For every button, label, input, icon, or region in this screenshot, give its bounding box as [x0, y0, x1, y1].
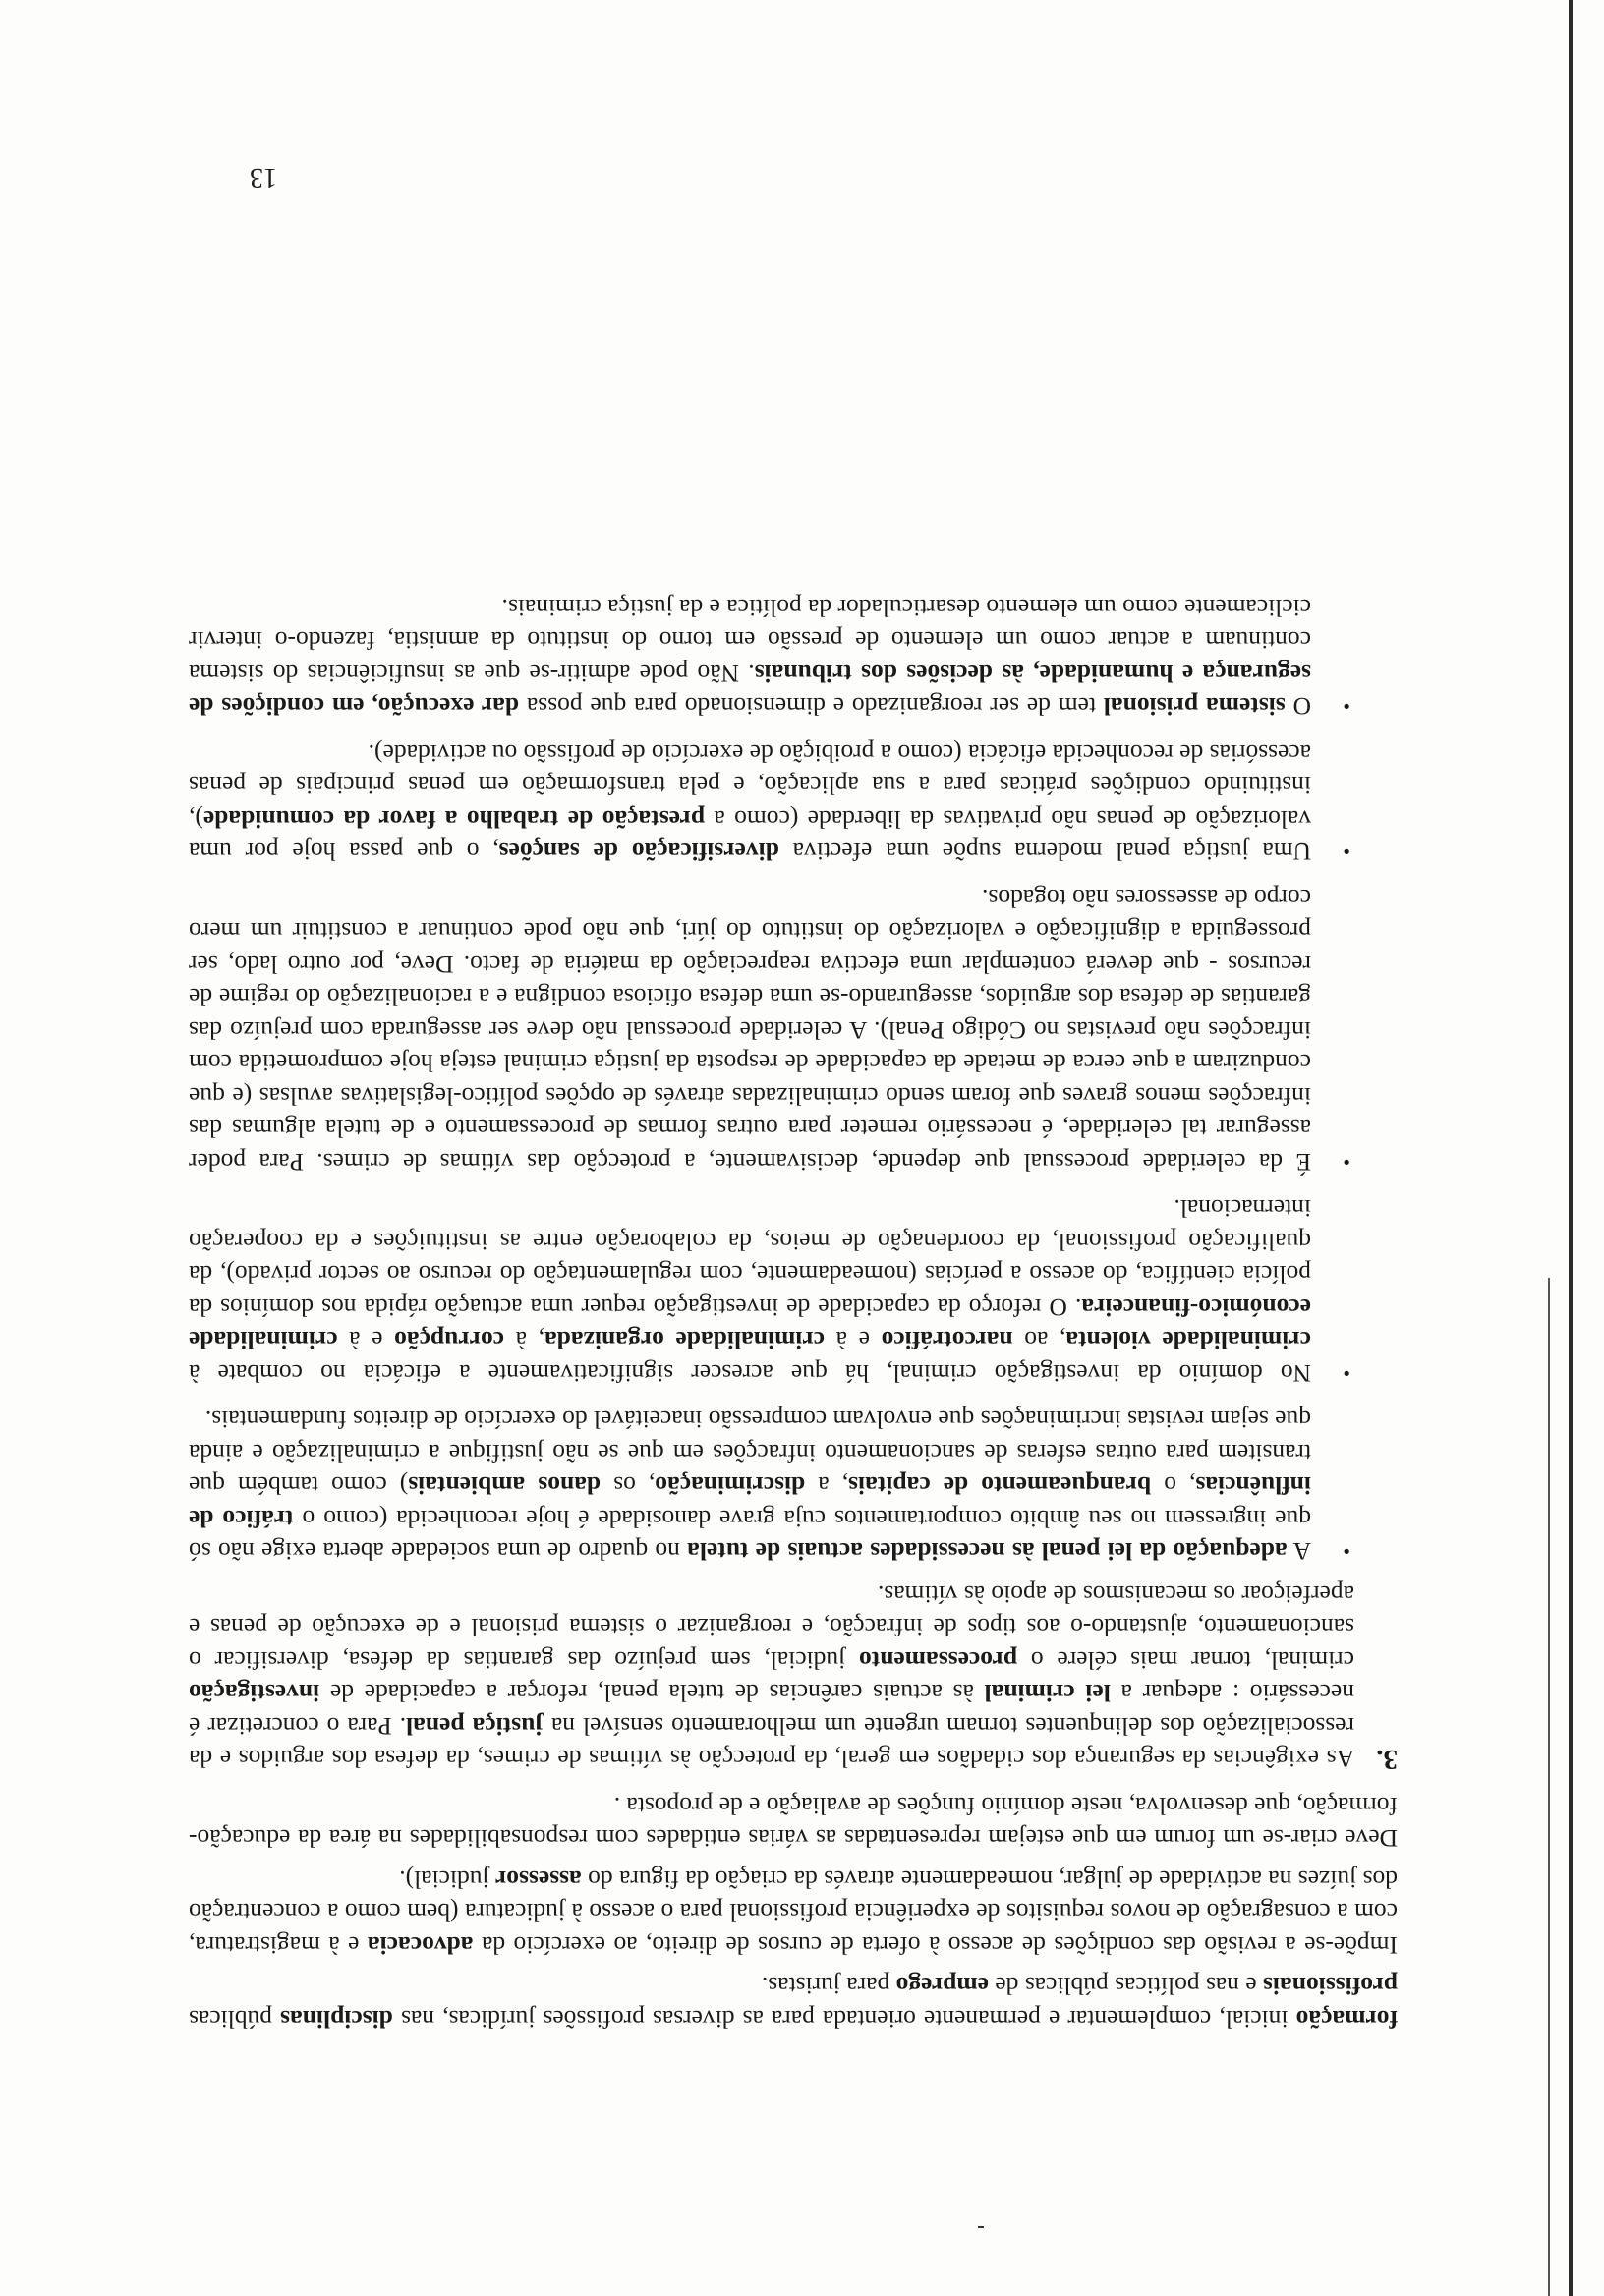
- bold-term: justiça penal: [406, 1712, 544, 1741]
- page-number: 13: [250, 162, 277, 193]
- intro-paragraph: Deve criar-se um forum em que estejam representadas as várias entidades com responsabilidades na área da educação-formação, que desenvolva, neste domínio funções de avaliação e de proposta .: [189, 1792, 1398, 1854]
- bullet-text: É da celeridade processual que depende, decisivamente, a protecção das vítimas de crimes. Para poder assegurar tal celeridade, é necessário remeter para outras formas de processamento e de tutela algumas das infracções menos graves que foram sendo criminalizadas através de opções político-legislativas avulsas (e que conduziram a que cerca de metade da capacidade de resposta da justiça criminal esteja hoje comprometida com infracções não previstas no Código Penal). A celeridade processual não deve ser assegurada com prejuízo das garantias de defesa dos arguidos, assegurando-se uma defesa oficiosa condigna e a racionalização do regime de recursos - que deverá contemplar uma efectiva reapreciação da matéria de facto. Deve, por outro lado, ser prosseguida a dignificação e valorização do instituto do júri, que não pode continuar a constituir um mero corpo de assessores não togados.: [189, 885, 1311, 1177]
- bullet-text: O sistema prisional tem de ser reorganizado e dimensionado para que possa dar execução, em condições de segurança e humanidade, às decisões dos tribunais. Não pode admitir-se que as insuficiências do sistema continuam a actuar como um elemento de pressão em torno do instituto da amnistia, fazendo-o intervir ciclicamente como um elemento desarticulador da política e da justiça criminais.: [188, 594, 1311, 721]
- bold-term: criminalidade violenta: [1065, 1326, 1311, 1355]
- bullet-item: [189, 1404, 1354, 1569]
- page-body: [189, 578, 1398, 2037]
- bold-term: disciplinas: [280, 2005, 393, 2034]
- section-paragraph: As exigências da segurança dos cidadãos em geral, da protecção às vítimas de crimes, da defesa dos arguidos e da ressocialização dos delinquentes tornam urgente um melhoramento sensível na justiça penal. Para o concretizar é necessário : adequar a lei criminal às actuais carências de tutela penal, reforçar a capacidade de investigação criminal, tornar mais célere o processamento judicial, sem prejuízo das garantias da defesa, diversificar o sancionamento, ajustando-o aos tipos de infracção, e reorganizar o sistema prisional e de execução de penas e aperfeiçoar os mecanismos de apoio às vítimas.: [189, 1580, 1354, 1774]
- bullet-item: [189, 1192, 1354, 1390]
- intro-paragraphs: [189, 1790, 1398, 2037]
- bold-term: profissionais: [1263, 1972, 1398, 2001]
- bold-term: adequação da lei penal às necessidades actuais de tutela: [687, 1537, 1288, 1567]
- bold-term: branqueamento de capitais: [848, 1471, 1152, 1501]
- intro-paragraph: formação inicial, complementar e permanente orientada para as diversas profissões jurídicas, nas disciplinas públicas profissionais e nas políticas públicas de emprego para juristas.: [189, 1972, 1398, 2034]
- bullet-text: A adequação da lei penal às necessidades actuais de tutela no quadro de uma sociedade aberta exige não só que ingressem no seu âmbito comportamentos cuja grave danosidade é hoje reconhecida (como o tráfico de influências, o branqueamento de capitais, a discriminação, os danos ambientais) como também que transitem para outras esferas de sancionamento infracções em que se não justifique a criminalização e ainda que sejam revistas incriminações que envolvam compressão inaceitável do exercício de direitos fundamentais.: [188, 1406, 1311, 1567]
- bold-term: lei criminal: [984, 1679, 1111, 1708]
- bold-term: narcotráfico: [881, 1326, 1013, 1355]
- bullet-item: [189, 737, 1354, 869]
- bullet-icon: •: [1343, 1539, 1350, 1565]
- bold-term: advocacia: [367, 1931, 474, 1960]
- bullet-text: Uma justiça penal moderna supõe uma efectiva diversificação de sanções, o que passa hoje por uma valorização de penas não privativas da liberdade (como a prestação de trabalho a favor da comunidade), instituindo condições práticas para a sua aplicação, e pela transformação em penas principais de penas acessórias de reconhecida eficácia (como a proibição de exercício de profissão ou actividade).: [189, 739, 1311, 867]
- bold-term: sistema prisional: [1103, 692, 1286, 721]
- bold-term: criminalidade organizada: [544, 1326, 826, 1355]
- bullet-item: [189, 592, 1354, 723]
- bold-term: criminalidade económico-financeira: [188, 1293, 1311, 1355]
- bold-term: danos ambientais: [408, 1471, 602, 1501]
- bold-term: corrupção: [394, 1326, 505, 1355]
- bullet-icon: •: [1343, 1361, 1350, 1386]
- bold-term: assessor: [494, 1866, 582, 1894]
- bold-term: prestação de trabalho a favor da comunidade: [202, 805, 706, 833]
- bullet-icon: •: [1343, 694, 1350, 719]
- bullet-icon: •: [1343, 1150, 1350, 1175]
- bold-term: discriminação: [655, 1471, 806, 1501]
- bold-term: investigação: [189, 1679, 320, 1708]
- bold-term: dar execução, em condições de segurança e humanidade, às decisões dos tribunais: [188, 660, 1311, 721]
- bold-term: diversificação de sanções: [498, 837, 779, 867]
- bold-term: formação: [1295, 2005, 1398, 2034]
- bullet-icon: •: [1343, 839, 1350, 865]
- bold-term: processamento: [859, 1646, 1018, 1675]
- bullet-text: No domínio da investigação criminal, há que acrescer significativamente a eficácia no combate à criminalidade violenta, ao narcotráfico e à criminalidade organizada, à corrupção e à criminalidade económico-financeira. O reforço da capacidade de investigação requer uma actuação rápida nos domínios da polícia científica, do acesso a perícias (nomeadamente, com regulamentação do recurso ao sector privado), da qualificação profissional, da coordenação de meios, da colaboração entre as instituições e da cooperação internacional.: [188, 1194, 1311, 1388]
- bold-term: emprego: [895, 1972, 989, 2001]
- bullet-list: [189, 592, 1354, 1569]
- section-3: [189, 592, 1398, 1776]
- intro-paragraph: Impõe-se a revisão das condições de acesso à oferta de cursos de direito, ao exercício da advocacia e à magistratura, com a consagração de novos requisitos de experiência profissional para o acesso à judicatura (bem como a concentração dos juízes na actividade de julgar, nomeadamente através da criação da figura do assessor judicial).: [189, 1866, 1398, 1960]
- bold-term: tráfico de influências: [189, 1471, 1311, 1533]
- section-number: 3.: [1376, 1744, 1398, 1776]
- bullet-item: [189, 883, 1354, 1179]
